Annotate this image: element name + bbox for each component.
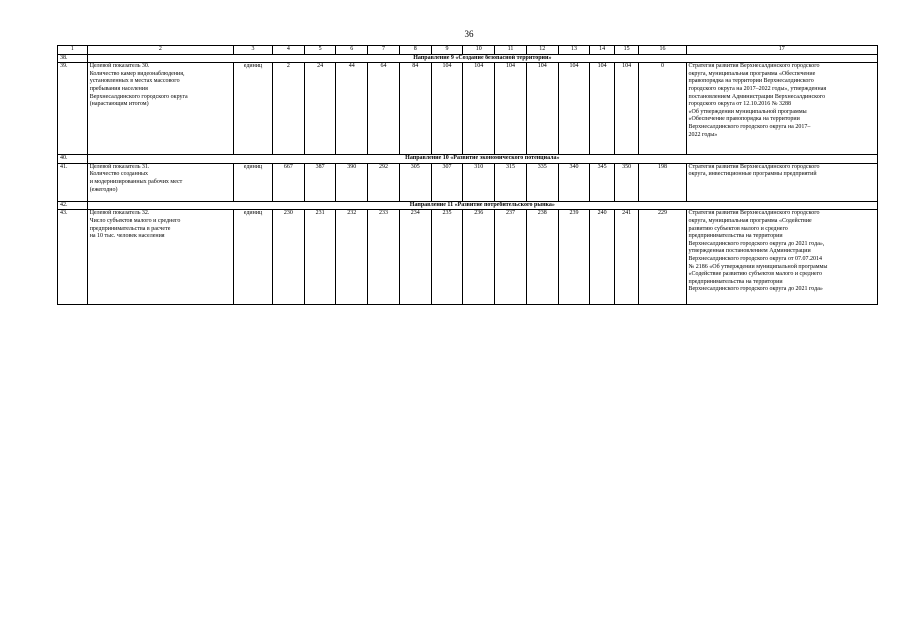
source-line: Верхнесалдинского городского округа от 07.07.2014 (688, 255, 822, 262)
value-cell: 305 (399, 163, 431, 201)
source-line: Стратегия развития Верхнесалдинского городского (688, 63, 820, 70)
source-line: предпринимательства на территории (688, 233, 783, 240)
value-cell: 44 (336, 63, 368, 155)
source-line: утвержденная постановлением Администрации (688, 248, 811, 255)
direction-title: Направление 10 «Развитие экономического потенциала» (87, 155, 877, 164)
value-cell: 104 (495, 63, 527, 155)
source-line: предпринимательства на территории (688, 278, 783, 285)
value-cell: 310 (463, 163, 495, 201)
value-cell: 350 (614, 163, 639, 201)
value-cell: 237 (495, 210, 527, 305)
column-header: 9 (431, 46, 463, 55)
source-line: округа, муниципальная программа «Обеспечение (688, 70, 816, 77)
indicator-row (58, 210, 878, 305)
indicator-name-line: (нарастающим итогом) (89, 101, 149, 108)
row-number: 41. (58, 163, 88, 201)
indicator-name-line: и модернизированных рабочих мест (89, 178, 183, 185)
column-header: 8 (399, 46, 431, 55)
row-number: 42. (58, 201, 88, 210)
source-line: Верхнесалдинского городского округа на 2017– (688, 123, 811, 130)
value-cell: 24 (304, 63, 336, 155)
value-cell: 241 (614, 210, 639, 305)
indicator-name (87, 163, 233, 201)
value-cell: 667 (272, 163, 304, 201)
column-header: 11 (495, 46, 527, 55)
source-line: 2022 годы» (688, 131, 718, 138)
value-cell: 292 (368, 163, 400, 201)
direction-title: Направление 9 «Создание безопасной территории» (87, 54, 877, 63)
source-line: городского округа на 2017–2022 годы», утвержденная (688, 85, 827, 92)
source-line: Верхнесалдинского городского округа до 2021 года» (688, 286, 823, 293)
column-header: 14 (590, 46, 615, 55)
direction-row (58, 155, 878, 164)
source-line: Верхнесалдинского городского округа до 2021 года», (688, 240, 825, 247)
value-cell: 387 (304, 163, 336, 201)
indicator-name-line: Количество созданных (89, 171, 149, 178)
value-cell: 84 (399, 63, 431, 155)
value-cell: 238 (526, 210, 558, 305)
unit-cell: единиц (234, 210, 273, 305)
value-cell: 104 (614, 63, 639, 155)
value-cell: 236 (463, 210, 495, 305)
indicator-name-line: на 10 тыс. человек населения (89, 233, 165, 240)
column-header: 3 (234, 46, 273, 55)
value-cell: 232 (336, 210, 368, 305)
source-line: округа, инвестиционные программы предприятий (688, 171, 817, 178)
value-cell: 234 (399, 210, 431, 305)
column-header: 10 (463, 46, 495, 55)
direction-row (58, 201, 878, 210)
column-header: 13 (558, 46, 590, 55)
column-header: 2 (87, 46, 233, 55)
value-cell: 104 (590, 63, 615, 155)
source-cell (686, 163, 877, 201)
source-line: городского округа от 12.10.2016 № 3288 (688, 101, 792, 108)
indicator-name-line: Верхнесалдинского городского округа (89, 93, 188, 100)
value-cell: 235 (431, 210, 463, 305)
direction-title: Направление 11 «Развитие потребительского рынка» (87, 201, 877, 210)
source-line: № 2186 «Об утверждении муниципальной программы (688, 263, 828, 270)
page-number: 36 (464, 29, 474, 39)
value-cell: 240 (590, 210, 615, 305)
value-cell: 345 (590, 163, 615, 201)
indicator-row (58, 163, 878, 201)
indicator-name-line: (ежегодно) (89, 186, 118, 193)
value-cell: 340 (558, 163, 590, 201)
column-header: 17 (686, 46, 877, 55)
value-cell: 0 (639, 63, 686, 155)
value-cell: 315 (495, 163, 527, 201)
column-header-row (58, 46, 878, 55)
value-cell: 64 (368, 63, 400, 155)
row-number: 40. (58, 155, 88, 164)
indicators-table (57, 45, 878, 305)
value-cell: 233 (368, 210, 400, 305)
source-line: развитию субъектов малого и среднего (688, 225, 788, 232)
column-header: 15 (614, 46, 639, 55)
value-cell: 230 (272, 210, 304, 305)
value-cell: 104 (558, 63, 590, 155)
source-line: Стратегия развития Верхнесалдинского городского (688, 210, 820, 217)
value-cell: 229 (639, 210, 686, 305)
source-line: правопорядка на территории Верхнесалдинского (688, 78, 814, 85)
value-cell: 390 (336, 163, 368, 201)
source-line: округа, муниципальная программа «Содействие (688, 217, 812, 224)
indicator-name-line: Целевой показатель 31. (89, 163, 150, 170)
column-header: 5 (304, 46, 336, 55)
value-cell: 104 (431, 63, 463, 155)
source-line: «Об утверждении муниципальной программы (688, 108, 807, 115)
source-line: постановлением Администрации Верхнесалдинского (688, 93, 826, 100)
value-cell: 198 (639, 163, 686, 201)
row-number: 38. (58, 54, 88, 63)
value-cell: 2 (272, 63, 304, 155)
indicator-name-line: установленных в местах массового (89, 78, 180, 85)
column-header: 16 (639, 46, 686, 55)
column-header: 1 (58, 46, 88, 55)
indicator-name-line: пребывания населения (89, 85, 148, 92)
column-header: 12 (526, 46, 558, 55)
source-cell (686, 63, 877, 155)
indicator-name-line: предпринимательства в расчете (89, 225, 171, 232)
indicator-name-line: Целевой показатель 32. (89, 210, 150, 217)
value-cell: 335 (526, 163, 558, 201)
source-cell (686, 210, 877, 305)
source-line: Стратегия развития Верхнесалдинского городского (688, 163, 820, 170)
indicator-name (87, 63, 233, 155)
value-cell: 239 (558, 210, 590, 305)
value-cell: 231 (304, 210, 336, 305)
unit-cell: единиц (234, 163, 273, 201)
indicator-name-line: Число субъектов малого и среднего (89, 217, 181, 224)
direction-row (58, 54, 878, 63)
indicator-name (87, 210, 233, 305)
unit-cell: единиц (234, 63, 273, 155)
source-line: «Содействие развитию субъектов малого и среднего (688, 271, 823, 278)
value-cell: 104 (463, 63, 495, 155)
value-cell: 307 (431, 163, 463, 201)
row-number: 43. (58, 210, 88, 305)
value-cell: 104 (526, 63, 558, 155)
column-header: 4 (272, 46, 304, 55)
indicator-row (58, 63, 878, 155)
indicator-name-line: Целевой показатель 30. (89, 63, 150, 70)
source-line: «Обеспечение правопорядка на территории (688, 116, 800, 123)
indicator-name-line: Количество камер видеонаблюдения, (89, 70, 185, 77)
row-number: 39. (58, 63, 88, 155)
column-header: 7 (368, 46, 400, 55)
column-header: 6 (336, 46, 368, 55)
